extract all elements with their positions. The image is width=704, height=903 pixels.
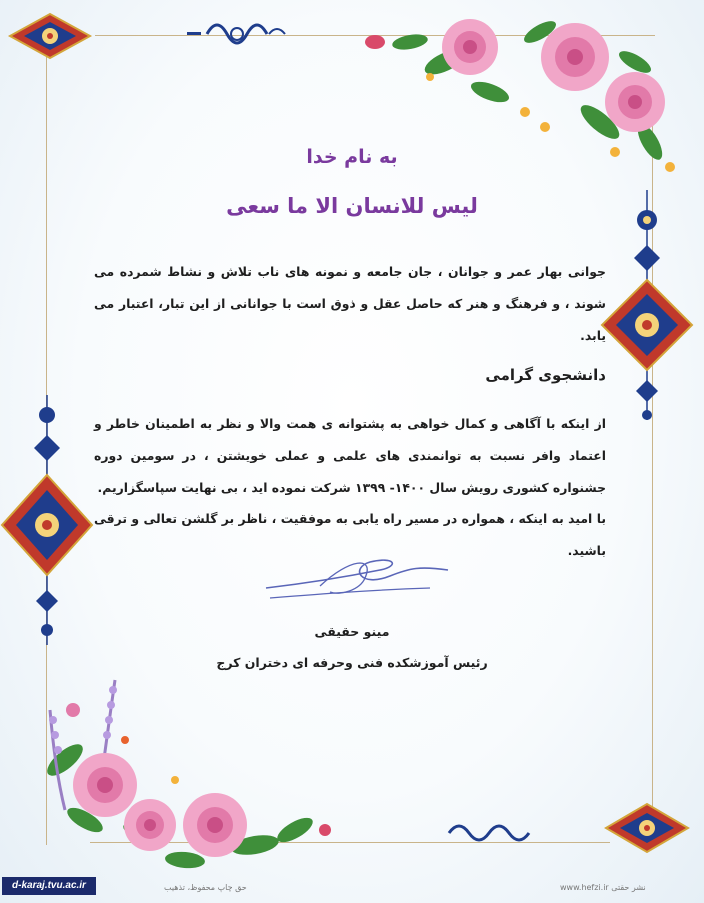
signer-name: مینو حقیقی <box>314 624 390 639</box>
right-medallion-ornament <box>600 190 695 430</box>
left-medallion-ornament <box>0 395 95 650</box>
top-knot-ornament <box>185 14 295 54</box>
footer-site-url: www.hefzi.ir <box>560 883 609 892</box>
rose-bouquet-bottom-left <box>25 670 335 875</box>
paragraph-wish: با امید به اینکه ، همواره در مسیر راه یابی به موفقیت ، ناظر بر گلشن تعالی و ترقی باشید. <box>94 511 606 558</box>
letter-verse: لیس للانسان الا ما سعی <box>226 194 478 218</box>
corner-ornament-top-left <box>4 10 96 62</box>
corner-ornament-bottom-right <box>600 800 695 855</box>
paragraph-youth: جوانی بهار عمر و جوانان ، جان جامعه و نمونه های ناب تلاش و نشاط شمرده می شوند ، و فرهنگ و هنر که حاصل عقل و ذوق است با جوانانی از این تبار، اعتبار می یابد. <box>94 264 606 343</box>
signer-title: رئیس آموزشکده فنی وحرفه ای دختران کرج <box>216 655 488 670</box>
bottom-knot-ornament <box>445 818 535 848</box>
paragraph-appreciation: از اینکه با آگاهی و کمال خواهی به پشتوانه ی همت والا و نظر به اطمینان خاطر و اعتماد وافر نسبت به توانمندی های علمی و عملی خویشتن ، در سومین دوره جشنواره کشوری رویش سال ۱۴۰۰- ۱۳۹۹ شرکت نموده اید ، بی نهایت سپاسگزاریم. <box>94 416 606 495</box>
letter-title: به نام خدا <box>306 146 398 168</box>
salutation: دانشجوی گرامی <box>485 366 606 384</box>
handwritten-signature <box>260 548 450 608</box>
footer-site <box>560 883 646 892</box>
footer-publisher: نشر حقتی <box>611 883 646 892</box>
footer-copyright: حق چاپ محفوظ، تذهیب <box>164 883 247 892</box>
site-badge: d-karaj.tvu.ac.ir <box>2 877 96 895</box>
